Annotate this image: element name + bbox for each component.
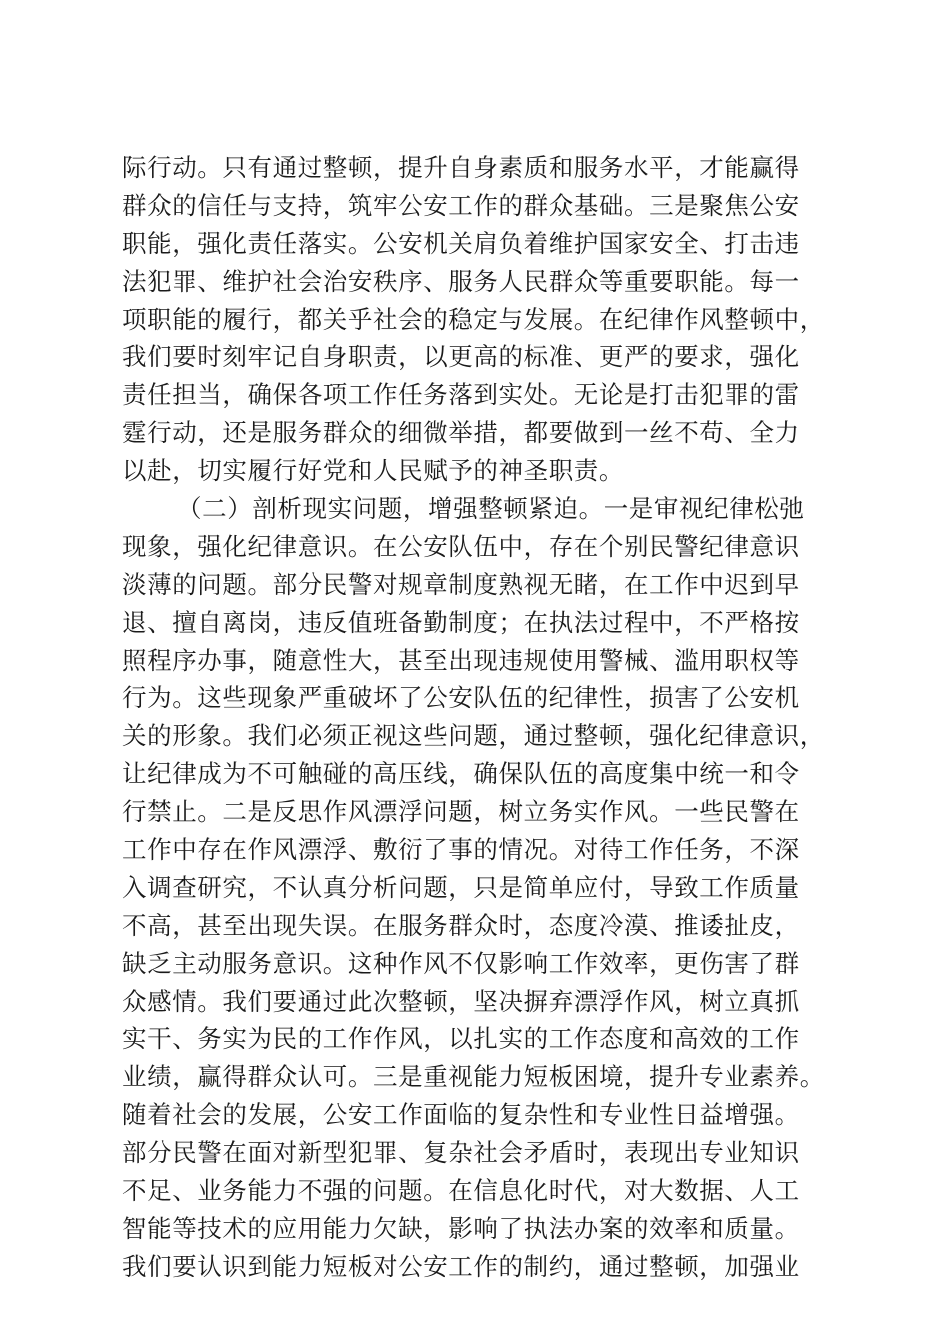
text-line: 随着社会的发展，公安工作面临的复杂性和专业性日益增强。 bbox=[122, 1100, 800, 1130]
text-line: 我们要时刻牢记自身职责，以更高的标准、更严的要求，强化 bbox=[122, 342, 800, 372]
text-line: 退、擅自离岗，违反值班备勤制度；在执法过程中，不严格按 bbox=[122, 607, 800, 637]
text-line: 关的形象。我们必须正视这些问题，通过整顿，强化纪律意识， bbox=[122, 721, 825, 751]
text-line: 不足、业务能力不强的问题。在信息化时代，对大数据、人工 bbox=[122, 1176, 800, 1206]
text-line: 群众的信任与支持，筑牢公安工作的群众基础。三是聚焦公安 bbox=[122, 190, 800, 220]
text-line: 行为。这些现象严重破坏了公安队伍的纪律性，损害了公安机 bbox=[122, 683, 800, 713]
text-line: 以赴，切实履行好党和人民赋予的神圣职责。 bbox=[122, 456, 624, 486]
section-heading-line: （二）剖析现实问题，增强整顿紧迫。一是审视纪律松弛 bbox=[177, 494, 805, 524]
text-line: 不高，甚至出现失误。在服务群众时，态度冷漠、推诿扯皮， bbox=[122, 910, 800, 940]
text-line: 法犯罪、维护社会治安秩序、服务人民群众等重要职能。每一 bbox=[122, 266, 800, 296]
text-line: 现象，强化纪律意识。在公安队伍中，存在个别民警纪律意识 bbox=[122, 531, 800, 561]
text-line: 智能等技术的应用能力欠缺，影响了执法办案的效率和质量。 bbox=[122, 1213, 800, 1243]
text-line: 工作中存在作风漂浮、敷衍了事的情况。对待工作任务，不深 bbox=[122, 835, 800, 865]
text-line: 霆行动，还是服务群众的细微举措，都要做到一丝不苟、全力 bbox=[122, 418, 800, 448]
text-line: 部分民警在面对新型犯罪、复杂社会矛盾时，表现出专业知识 bbox=[122, 1138, 800, 1168]
body-text bbox=[122, 149, 842, 1286]
text-line: 职能，强化责任落实。公安机关肩负着维护国家安全、打击违 bbox=[122, 228, 800, 258]
text-line: 实干、务实为民的工作作风，以扎实的工作态度和高效的工作 bbox=[122, 1024, 800, 1054]
text-line: 入调查研究，不认真分析问题，只是简单应付，导致工作质量 bbox=[122, 872, 800, 902]
text-line: 缺乏主动服务意识。这种作风不仅影响工作效率，更伤害了群 bbox=[122, 948, 800, 978]
text-line: 责任担当，确保各项工作任务落到实处。无论是打击犯罪的雷 bbox=[122, 380, 800, 410]
text-line: 行禁止。二是反思作风漂浮问题，树立务实作风。一些民警在 bbox=[122, 797, 800, 827]
text-line: 际行动。只有通过整顿，提升自身素质和服务水平，才能赢得 bbox=[122, 153, 800, 182]
text-line: 让纪律成为不可触碰的高压线，确保队伍的高度集中统一和令 bbox=[122, 759, 800, 789]
text-line: 项职能的履行，都关乎社会的稳定与发展。在纪律作风整顿中， bbox=[122, 304, 825, 334]
text-line: 业绩，赢得群众认可。三是重视能力短板困境，提升专业素养。 bbox=[122, 1062, 825, 1092]
text-line: 众感情。我们要通过此次整顿，坚决摒弃漂浮作风，树立真抓 bbox=[122, 986, 800, 1016]
text-line: 照程序办事，随意性大，甚至出现违规使用警械、滥用职权等 bbox=[122, 645, 800, 675]
text-line: 淡薄的问题。部分民警对规章制度熟视无睹，在工作中迟到早 bbox=[122, 569, 800, 599]
text-line: 我们要认识到能力短板对公安工作的制约，通过整顿，加强业 bbox=[122, 1251, 800, 1281]
